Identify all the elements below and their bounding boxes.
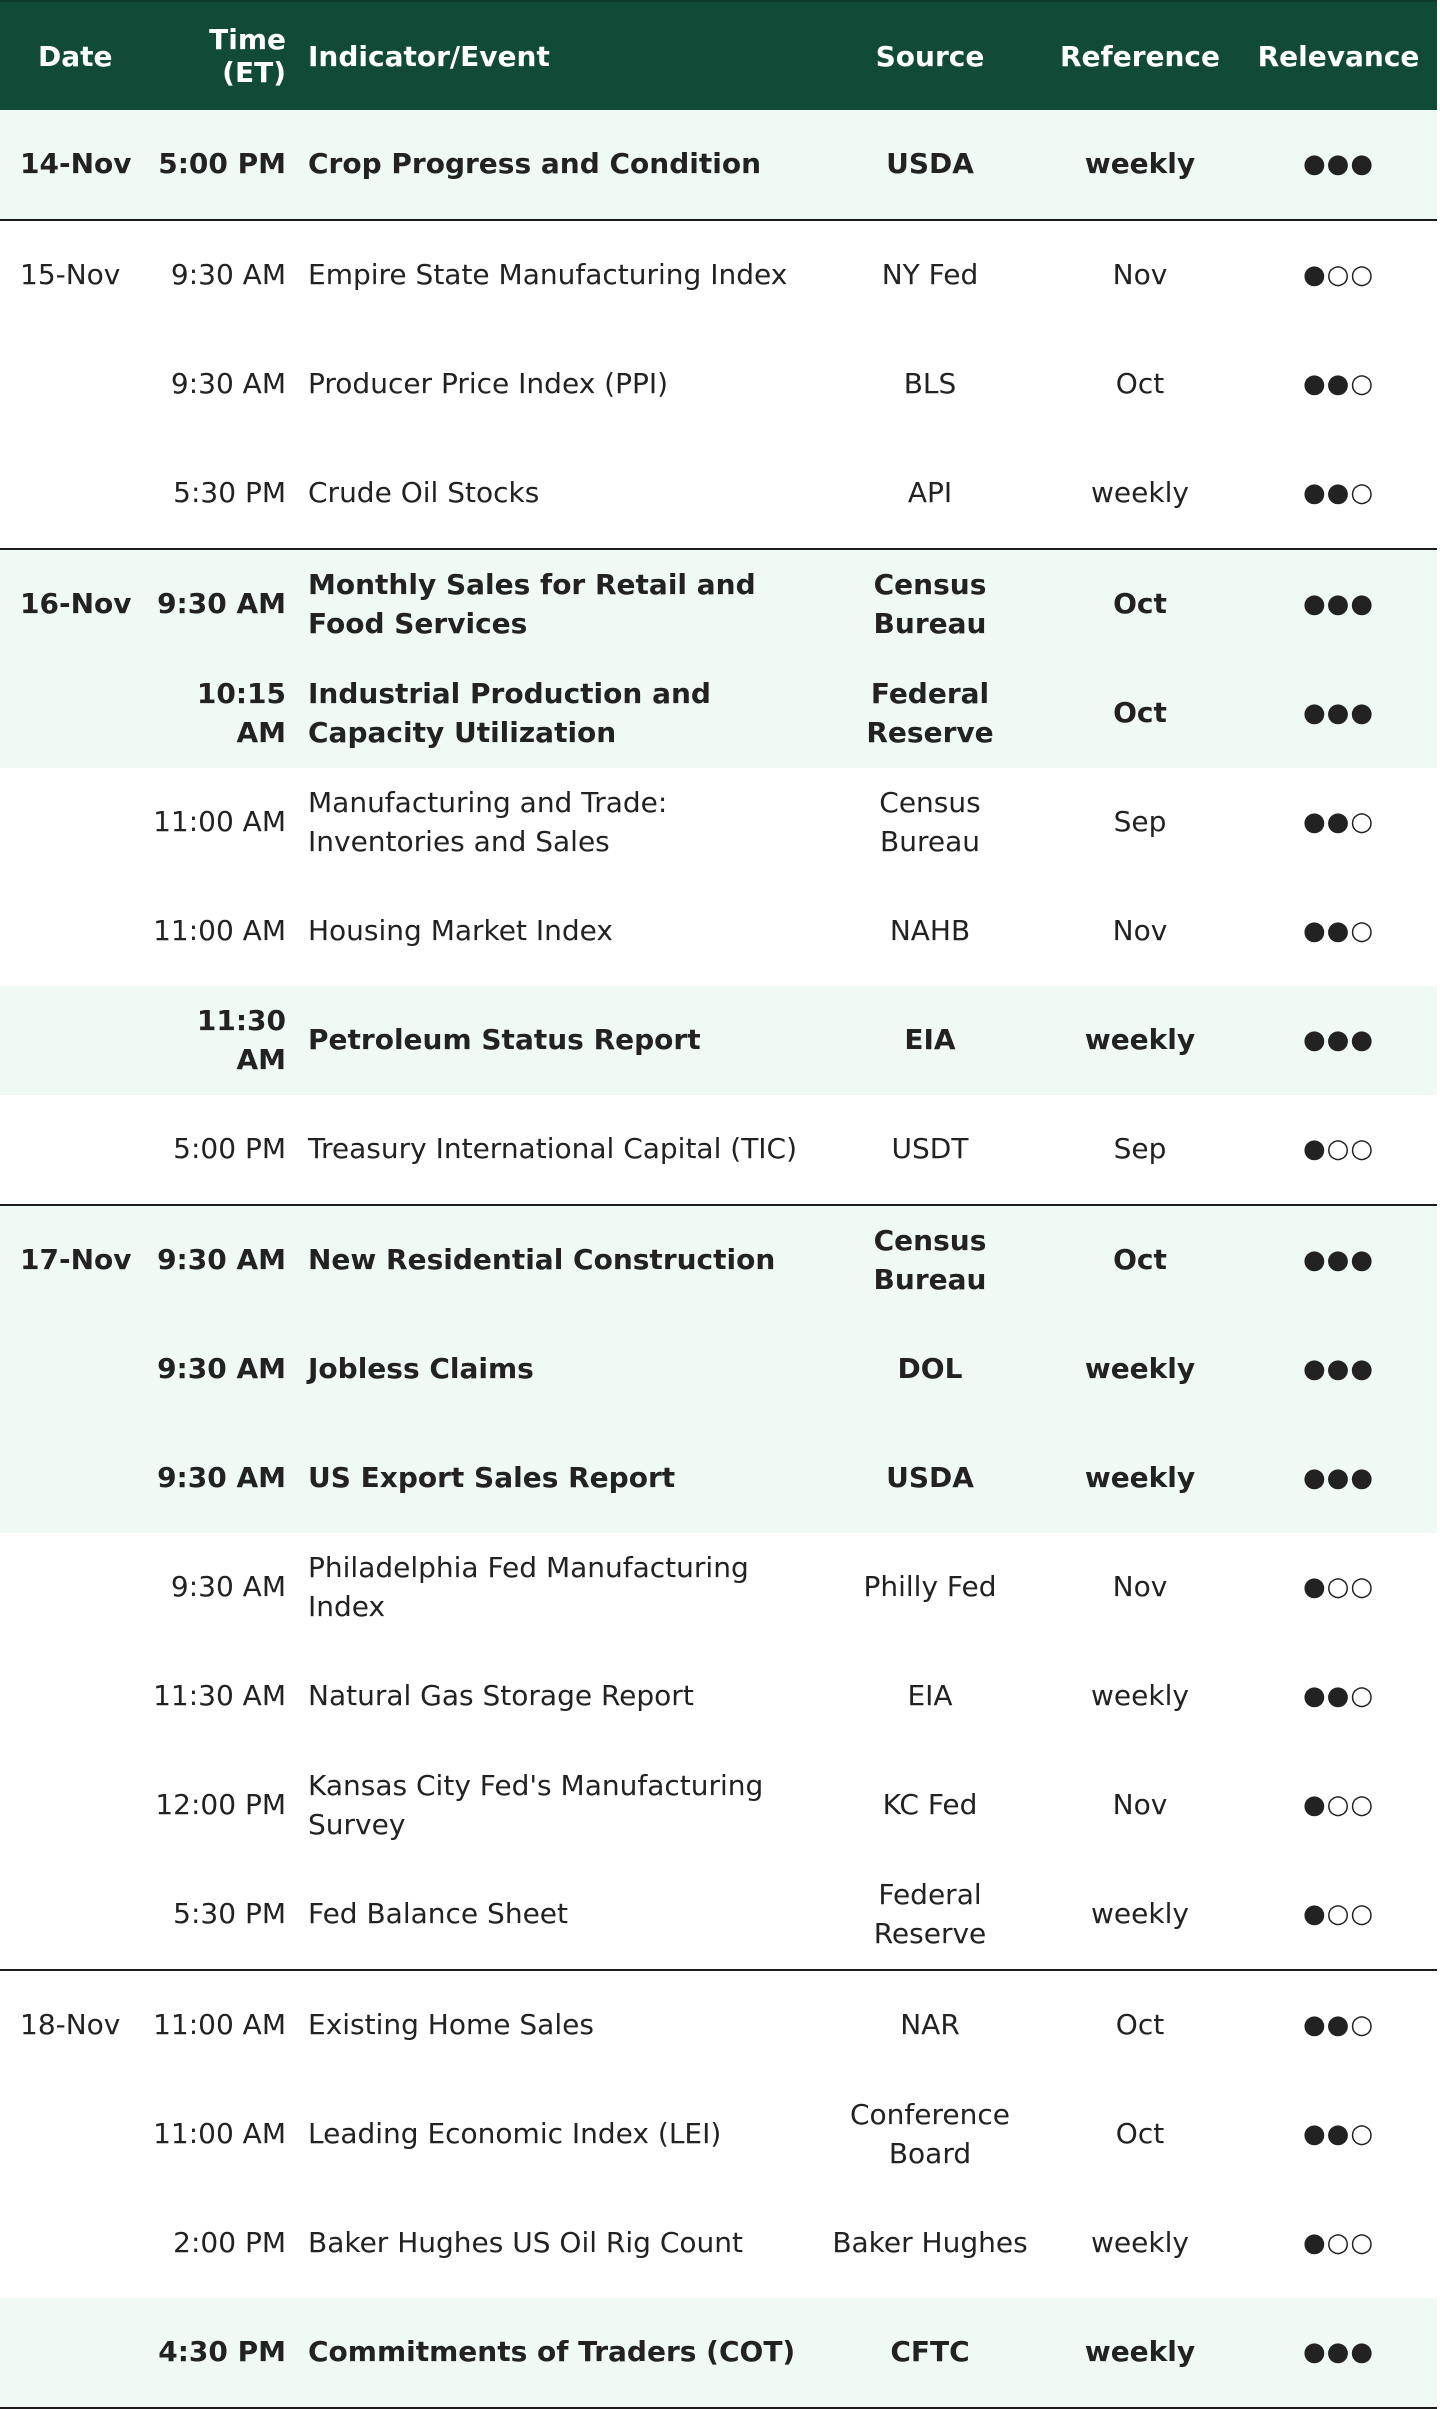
source-cell: CFTC [820, 2298, 1040, 2408]
reference-cell: Sep [1113, 1132, 1167, 1166]
event-cell: Industrial Production and Capacity Utilization [300, 659, 820, 768]
relevance-indicator: ●○○ [1302, 1898, 1375, 1929]
time-cell: 9:30 AM [140, 549, 300, 659]
relevance-indicator: ●●○ [1302, 2118, 1375, 2149]
table-row [0, 877, 1437, 986]
reference-cell: weekly [1091, 1679, 1189, 1713]
event-cell: Empire State Manufacturing Index [300, 220, 820, 330]
date-cell [0, 1315, 140, 1424]
table-row [0, 1751, 1437, 1860]
table-row [0, 1205, 1437, 1315]
event-cell: Producer Price Index (PPI) [308, 367, 669, 401]
event-cell: New Residential Construction [300, 1205, 820, 1315]
reference-cell: weekly [1040, 1315, 1240, 1424]
event-cell: Commitments of Traders (COT) [300, 2298, 820, 2408]
source-cell: KC Fed [882, 1788, 978, 1822]
event-cell: Philadelphia Fed Manufacturing Index [308, 1550, 749, 1623]
time-cell: 9:30 AM [140, 1315, 300, 1424]
time-cell: 11:30 AM [140, 986, 300, 1095]
source-cell: EIA [907, 1679, 953, 1713]
relevance-indicator: ●●● [1240, 110, 1437, 220]
event-cell: Natural Gas Storage Report [308, 1679, 694, 1713]
table-row [0, 1315, 1437, 1424]
source-cell: BLS [903, 367, 957, 401]
relevance-indicator: ●○○ [1302, 1133, 1375, 1164]
time-cell: 9:30 AM [170, 1570, 286, 1604]
table-row [0, 2189, 1437, 2298]
time-cell: 5:30 PM [173, 476, 286, 510]
date-cell [0, 1095, 140, 1205]
source-cell: Philly Fed [863, 1570, 997, 1604]
source-cell: Federal Reserve [820, 659, 1040, 768]
time-cell: 2:00 PM [173, 2226, 286, 2260]
source-cell: NAHB [889, 914, 971, 948]
event-cell: Petroleum Status Report [300, 986, 820, 1095]
reference-cell: weekly [1091, 476, 1189, 510]
relevance-indicator: ●○○ [1240, 220, 1437, 330]
table-row [0, 2298, 1437, 2408]
reference-cell: Nov [1112, 1788, 1168, 1822]
relevance-indicator: ●●● [1240, 549, 1437, 659]
time-cell: 11:00 AM [140, 1970, 300, 2080]
source-cell: Census Bureau [879, 785, 981, 858]
source-cell: Census Bureau [820, 549, 1040, 659]
table-row [0, 220, 1437, 330]
header-reference: Reference [1040, 1, 1240, 110]
event-cell: US Export Sales Report [300, 1424, 820, 1533]
date-cell [0, 2080, 140, 2189]
date-cell: 18-Nov [0, 1970, 140, 2080]
event-cell: Crop Progress and Condition [300, 110, 820, 220]
date-cell: 16-Nov [0, 549, 140, 659]
time-cell: 4:30 PM [140, 2298, 300, 2408]
reference-cell: weekly [1091, 2226, 1189, 2260]
table-row [0, 1642, 1437, 1751]
table-row [0, 1424, 1437, 1533]
relevance-indicator: ●●● [1240, 1424, 1437, 1533]
source-cell: NY Fed [820, 220, 1040, 330]
source-cell: Conference Board [849, 2097, 1010, 2170]
source-cell: USDT [891, 1132, 969, 1166]
event-cell: Fed Balance Sheet [308, 1897, 568, 1931]
table-row [0, 549, 1437, 659]
reference-cell: Oct [1040, 659, 1240, 768]
relevance-indicator: ●●● [1240, 1315, 1437, 1424]
table-header [0, 1, 1437, 110]
event-cell: Monthly Sales for Retail and Food Services [300, 549, 820, 659]
relevance-indicator: ●●● [1240, 659, 1437, 768]
source-cell: NAR [820, 1970, 1040, 2080]
reference-cell: Nov [1112, 1570, 1168, 1604]
date-cell [0, 877, 140, 986]
date-cell: 15-Nov [0, 220, 140, 330]
source-cell: Baker Hughes [832, 2226, 1028, 2260]
header-relevance: Relevance [1240, 1, 1437, 110]
event-cell: Kansas City Fed's Manufacturing Survey [308, 1768, 764, 1841]
source-cell: DOL [820, 1315, 1040, 1424]
source-cell: USDA [820, 1424, 1040, 1533]
time-cell: 9:30 AM [170, 367, 286, 401]
table-row [0, 2080, 1437, 2189]
table-row [0, 330, 1437, 439]
time-cell: 12:00 PM [155, 1788, 286, 1822]
table-row [0, 1095, 1437, 1205]
relevance-indicator: ●○○ [1302, 1789, 1375, 1820]
event-cell: Jobless Claims [300, 1315, 820, 1424]
date-cell [0, 1642, 140, 1751]
source-cell: Census Bureau [820, 1205, 1040, 1315]
reference-cell: Oct [1040, 1970, 1240, 2080]
header-source: Source [820, 1, 1040, 110]
header-date: Date [0, 1, 140, 110]
time-cell: 5:00 PM [173, 1132, 286, 1166]
reference-cell: Oct [1040, 549, 1240, 659]
relevance-indicator: ●○○ [1302, 2227, 1375, 2258]
header-time: Time (ET) [140, 1, 300, 110]
time-cell: 10:15 AM [140, 659, 300, 768]
time-cell: 5:00 PM [140, 110, 300, 220]
source-cell: Federal Reserve [873, 1877, 987, 1950]
reference-cell: weekly [1040, 1424, 1240, 1533]
relevance-indicator: ●●● [1240, 2298, 1437, 2408]
time-cell: 11:00 AM [153, 914, 286, 948]
time-cell: 9:30 AM [140, 1205, 300, 1315]
event-cell: Manufacturing and Trade: Inventories and Sales [308, 785, 668, 858]
reference-cell: Nov [1112, 914, 1168, 948]
relevance-indicator: ●●○ [1302, 477, 1375, 508]
event-cell: Leading Economic Index (LEI) [308, 2117, 722, 2151]
reference-cell: weekly [1040, 110, 1240, 220]
event-cell: Baker Hughes US Oil Rig Count [308, 2226, 743, 2260]
source-cell: EIA [820, 986, 1040, 1095]
relevance-indicator: ●●○ [1302, 1680, 1375, 1711]
reference-cell: weekly [1040, 986, 1240, 1095]
table-row [0, 439, 1437, 549]
time-cell: 11:00 AM [153, 805, 286, 839]
date-cell [0, 659, 140, 768]
event-cell: Existing Home Sales [300, 1970, 820, 2080]
event-cell: Housing Market Index [308, 914, 613, 948]
relevance-indicator: ●●○ [1240, 1970, 1437, 2080]
table-row [0, 1970, 1437, 2080]
date-cell [0, 986, 140, 1095]
date-cell [0, 2298, 140, 2408]
reference-cell: weekly [1091, 1897, 1189, 1931]
reference-cell: Sep [1113, 805, 1167, 839]
reference-cell: weekly [1040, 2298, 1240, 2408]
table-row [0, 1860, 1437, 1970]
time-cell: 5:30 PM [173, 1897, 286, 1931]
date-cell: 14-Nov [0, 110, 140, 220]
table-row [0, 768, 1437, 877]
date-cell [0, 1751, 140, 1860]
time-cell: 11:00 AM [153, 2117, 286, 2151]
table-body [0, 110, 1437, 2408]
time-cell: 9:30 AM [140, 220, 300, 330]
relevance-indicator: ●●● [1240, 1205, 1437, 1315]
source-cell: API [907, 476, 953, 510]
relevance-indicator: ●●○ [1302, 368, 1375, 399]
date-cell [0, 330, 140, 439]
relevance-indicator: ●●○ [1302, 915, 1375, 946]
header-event: Indicator/Event [300, 1, 820, 110]
relevance-indicator: ●●○ [1302, 806, 1375, 837]
table-row [0, 110, 1437, 220]
source-cell: USDA [820, 110, 1040, 220]
event-cell: Crude Oil Stocks [308, 476, 540, 510]
event-cell: Treasury International Capital (TIC) [308, 1132, 798, 1166]
header-row [0, 1, 1437, 110]
table-row [0, 1533, 1437, 1642]
time-cell: 11:30 AM [153, 1679, 286, 1713]
date-cell [0, 1533, 140, 1642]
date-cell [0, 439, 140, 549]
table-row [0, 986, 1437, 1095]
date-cell [0, 1860, 140, 1970]
reference-cell: Oct [1115, 367, 1165, 401]
table-row [0, 659, 1437, 768]
date-cell: 17-Nov [0, 1205, 140, 1315]
date-cell [0, 1424, 140, 1533]
reference-cell: Oct [1115, 2117, 1165, 2151]
reference-cell: Oct [1040, 1205, 1240, 1315]
relevance-indicator: ●○○ [1302, 1571, 1375, 1602]
time-cell: 9:30 AM [140, 1424, 300, 1533]
reference-cell: Nov [1040, 220, 1240, 330]
date-cell [0, 2189, 140, 2298]
date-cell [0, 768, 140, 877]
relevance-indicator: ●●● [1240, 986, 1437, 1095]
